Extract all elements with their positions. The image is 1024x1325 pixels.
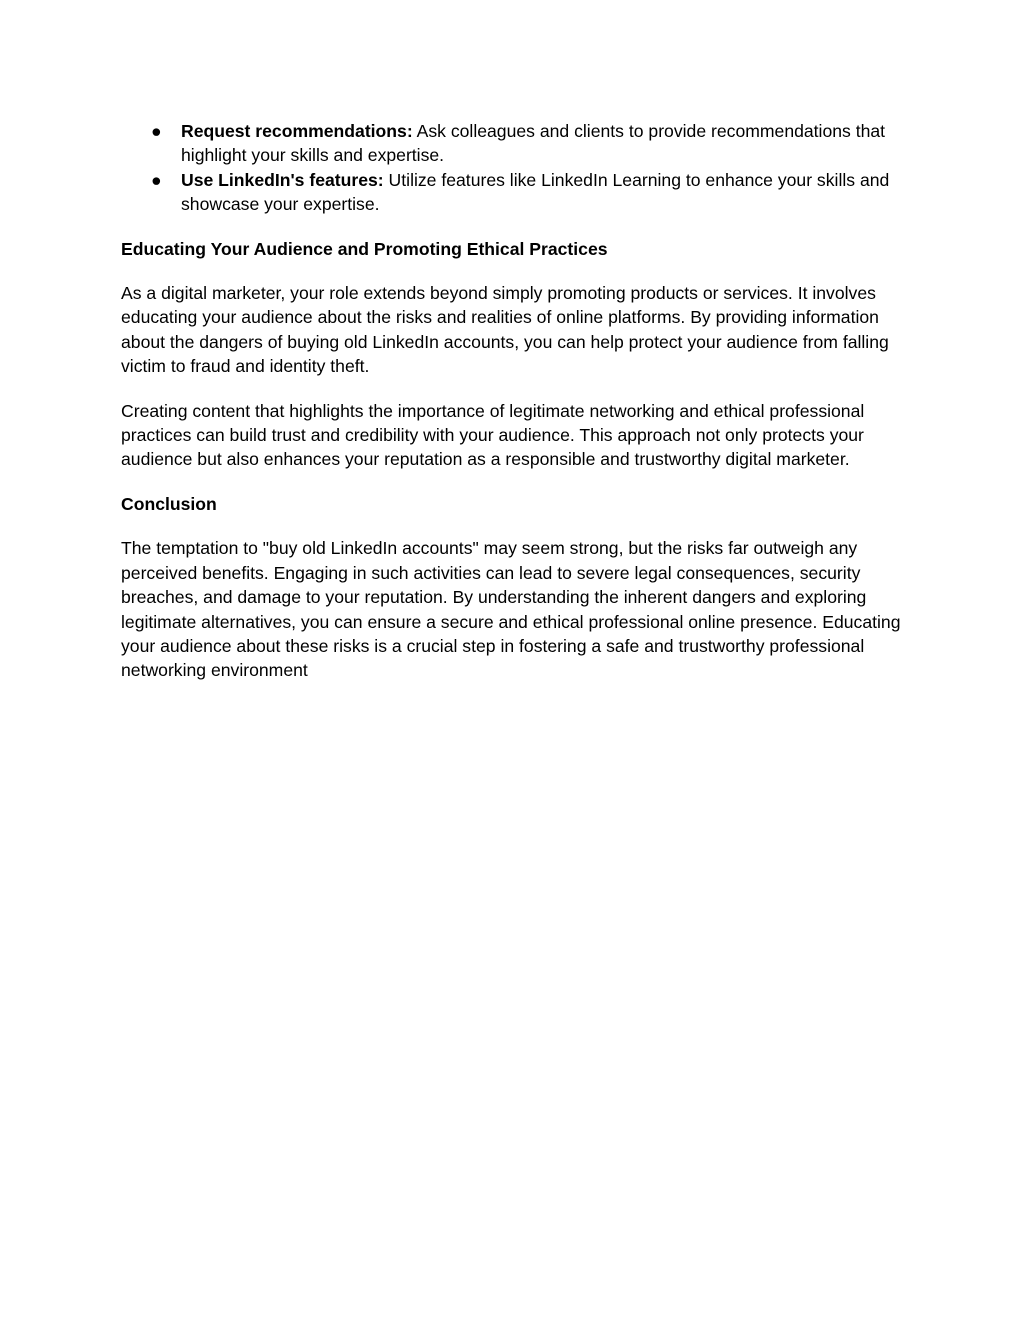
section-heading-conclusion: Conclusion xyxy=(121,493,217,514)
bullet-text: Ask colleagues and clients to provide recommendations that highlight your skills and expertise. xyxy=(181,121,886,166)
list-item xyxy=(121,119,911,168)
bullet-list xyxy=(121,119,911,217)
bullet-term: Use LinkedIn's features: xyxy=(181,169,384,190)
bullet-text: Utilize features like LinkedIn Learning to enhance your skills and showcase your expertise. xyxy=(181,169,890,215)
paragraph: As a digital marketer, your role extends beyond simply promoting products or services. It involves educating your audience about the risks and realities of online platforms. By providing information about the dangers of buying old LinkedIn accounts, you can help protect your audience from falling victim to fraud and identity theft. xyxy=(121,283,889,377)
paragraph: Creating content that highlights the importance of legitimate networking and ethical professional practices can build trust and credibility with your audience. This approach not only protects your audience but also enhances your reputation as a responsible and trustworthy digital marketer. xyxy=(121,400,865,470)
bullet-marker: ● xyxy=(151,169,162,190)
document-page xyxy=(121,119,911,683)
section-heading-educating: Educating Your Audience and Promoting Ethical Practices xyxy=(121,238,608,259)
paragraph: The temptation to "buy old LinkedIn accounts" may seem strong, but the risks far outweigh any perceived benefits. Engaging in such activities can lead to severe legal consequences, security breaches, and damage to your reputation. By understanding the inherent dangers and exploring legitimate alternatives, you can ensure a secure and ethical professional online presence. Educating your audience about these risks is a crucial step in fostering a safe and trustworthy professional networking environment xyxy=(121,538,901,681)
bullet-term: Request recommendations: xyxy=(181,121,413,141)
bullet-marker: ● xyxy=(151,121,162,141)
list-item xyxy=(121,168,911,217)
